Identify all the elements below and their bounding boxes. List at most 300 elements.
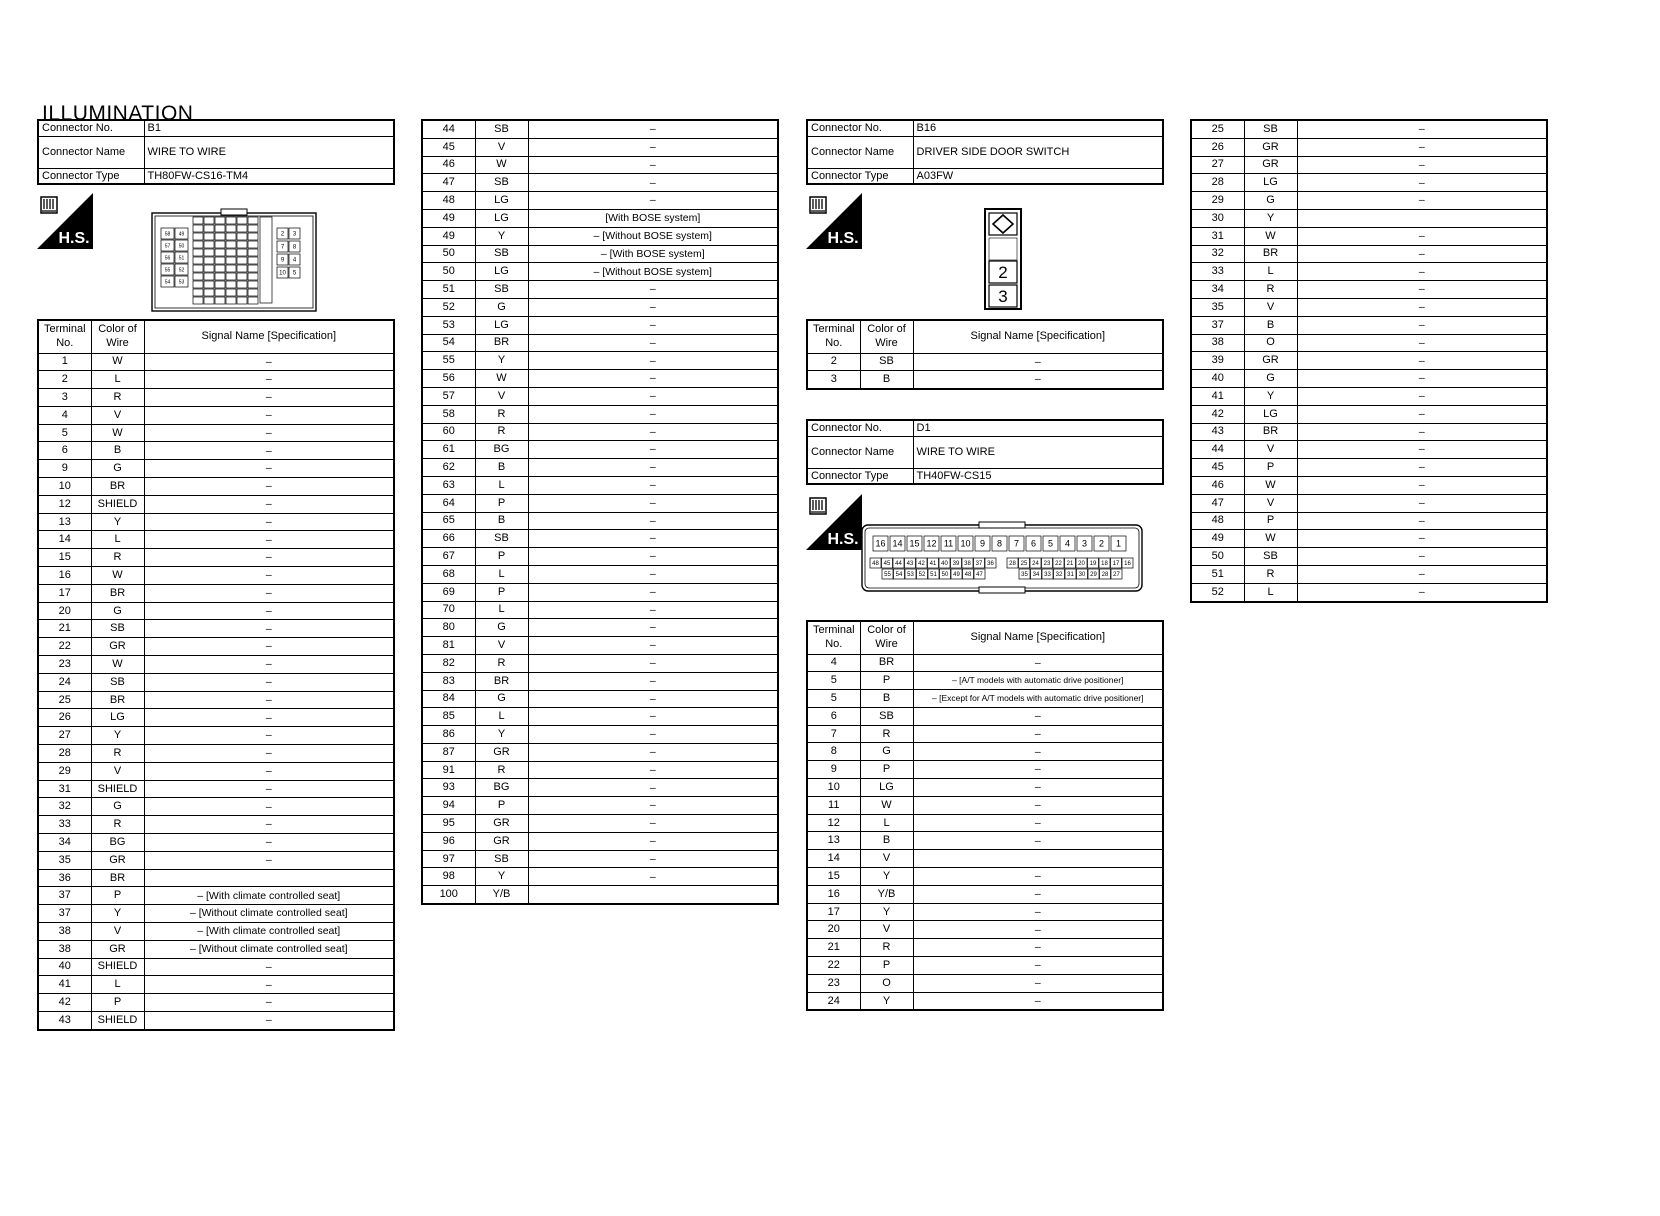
signal-name: – xyxy=(913,725,1163,743)
terminal-row xyxy=(422,548,778,566)
signal-name xyxy=(913,850,1163,868)
terminal-number: 26 xyxy=(1191,138,1244,156)
wire-color: B xyxy=(91,442,144,460)
terminal-row xyxy=(38,709,394,727)
terminal-number: 57 xyxy=(422,387,475,405)
terminal-row xyxy=(422,565,778,583)
signal-name: – xyxy=(144,691,394,709)
terminal-row xyxy=(38,495,394,513)
wire-color: B xyxy=(1244,316,1297,334)
d1-face-pin: 48 xyxy=(872,561,879,568)
terminal-number: 46 xyxy=(422,156,475,174)
signal-name: – xyxy=(1297,352,1547,370)
b1-face-pin: 51 xyxy=(178,255,185,262)
connector-type-value: A03FW xyxy=(913,168,1163,184)
terminal-row xyxy=(807,743,1163,761)
terminal-number: 27 xyxy=(1191,156,1244,174)
wire-color: B xyxy=(475,459,528,477)
signal-name: – xyxy=(1297,476,1547,494)
terminal-row xyxy=(807,939,1163,957)
signal-name: – xyxy=(144,638,394,656)
terminal-number: 55 xyxy=(422,352,475,370)
wire-color: R xyxy=(1244,565,1297,583)
signal-name: – xyxy=(144,567,394,585)
signal-name: – xyxy=(528,174,778,192)
wire-color: L xyxy=(1244,583,1297,601)
d1-face-pin: 3 xyxy=(1081,538,1088,549)
terminal-row xyxy=(422,476,778,494)
signal-name: – xyxy=(144,745,394,763)
d1-face-pin: 49 xyxy=(953,572,960,579)
terminal-row xyxy=(1191,405,1547,423)
terminal-row xyxy=(422,708,778,726)
b1-face-pin: 50 xyxy=(178,243,185,250)
terminal-row xyxy=(38,442,394,460)
signal-name: – xyxy=(144,584,394,602)
signal-name: – xyxy=(528,637,778,655)
terminal-number: 64 xyxy=(422,494,475,512)
terminal-number: 80 xyxy=(422,619,475,637)
signal-name: – xyxy=(1297,174,1547,192)
signal-name: – xyxy=(913,779,1163,797)
d1-face-pin: 25 xyxy=(1020,561,1028,568)
wire-color: R xyxy=(860,725,913,743)
terminal-row xyxy=(422,245,778,263)
terminal-number: 82 xyxy=(422,654,475,672)
signal-name: – xyxy=(1297,263,1547,281)
terminal-row xyxy=(807,974,1163,992)
terminal-number: 6 xyxy=(38,442,91,460)
signal-name: – xyxy=(528,565,778,583)
terminal-number: 5 xyxy=(807,672,860,690)
d1-face-pin: 31 xyxy=(1067,572,1074,579)
wire-color: BR xyxy=(91,584,144,602)
signal-name: – xyxy=(144,976,394,994)
terminal-row xyxy=(422,459,778,477)
terminal-row xyxy=(1191,352,1547,370)
signal-name: – xyxy=(1297,156,1547,174)
terminal-number: 70 xyxy=(422,601,475,619)
d1-face-pin: 53 xyxy=(907,572,914,579)
b1-face-pin: 54 xyxy=(164,279,171,286)
wire-color: P xyxy=(475,583,528,601)
connector-type-label: Connector Type xyxy=(807,468,913,484)
wire-color: G xyxy=(91,460,144,478)
wire-color: Y xyxy=(475,726,528,744)
d1-face-pin: 11 xyxy=(943,538,954,549)
wire-color: BR xyxy=(1244,245,1297,263)
terminal-row xyxy=(422,654,778,672)
signal-name: – xyxy=(1297,334,1547,352)
terminal-number: 37 xyxy=(1191,316,1244,334)
wire-color: SHIELD xyxy=(91,1011,144,1029)
b1-face-pin: 8 xyxy=(292,244,297,251)
terminal-number: 21 xyxy=(38,620,91,638)
terminal-row xyxy=(38,406,394,424)
terminal-number: 16 xyxy=(38,567,91,585)
wire-color: GR xyxy=(1244,138,1297,156)
b1-face-pin: 9 xyxy=(280,257,285,264)
wire-color: SB xyxy=(1244,120,1297,138)
wire-color: L xyxy=(475,476,528,494)
signal-name-header: Signal Name [Specification] xyxy=(913,320,1163,353)
terminal-row xyxy=(422,494,778,512)
signal-name: – xyxy=(144,478,394,496)
terminal-number: 95 xyxy=(422,815,475,833)
terminal-row xyxy=(38,656,394,674)
terminal-row xyxy=(422,387,778,405)
terminal-row xyxy=(422,815,778,833)
d1-face-pin: 18 xyxy=(1101,561,1108,568)
terminal-number: 2 xyxy=(38,371,91,389)
terminal-number: 20 xyxy=(38,602,91,620)
b16-pin-2: 2 xyxy=(998,263,1008,282)
wire-color: R xyxy=(475,423,528,441)
terminal-row xyxy=(38,816,394,834)
terminal-number: 67 xyxy=(422,548,475,566)
wire-color: W xyxy=(1244,476,1297,494)
d1-face-pin: 38 xyxy=(964,561,971,568)
wire-color: LG xyxy=(475,209,528,227)
terminal-row xyxy=(807,868,1163,886)
page-title: ILLUMINATION xyxy=(42,102,194,125)
terminal-number: 42 xyxy=(38,994,91,1012)
terminal-number: 17 xyxy=(807,903,860,921)
terminal-number: 25 xyxy=(1191,120,1244,138)
d1-face-pin: 14 xyxy=(892,538,903,549)
terminal-number: 26 xyxy=(38,709,91,727)
terminal-number: 40 xyxy=(1191,370,1244,388)
terminal-number: 43 xyxy=(1191,423,1244,441)
signal-name: – xyxy=(528,387,778,405)
wire-color: SB xyxy=(475,850,528,868)
signal-name: – xyxy=(144,1011,394,1029)
wire-color: Y xyxy=(475,352,528,370)
terminal-row xyxy=(38,371,394,389)
signal-name: – xyxy=(913,885,1163,903)
terminal-number: 97 xyxy=(422,850,475,868)
terminal-number: 53 xyxy=(422,316,475,334)
d1-face-pin: 19 xyxy=(1089,561,1097,568)
terminal-number: 31 xyxy=(38,780,91,798)
wire-color: G xyxy=(475,298,528,316)
signal-name: – xyxy=(913,903,1163,921)
signal-name: – xyxy=(144,460,394,478)
d1-face-pin: 22 xyxy=(1055,561,1062,568)
signal-name: – xyxy=(913,796,1163,814)
signal-name: – xyxy=(528,761,778,779)
terminal-number: 4 xyxy=(38,406,91,424)
terminal-row xyxy=(422,334,778,352)
d1-face-pin: 20 xyxy=(1078,561,1085,568)
harness-side-icon xyxy=(806,494,862,550)
signal-name-header: Signal Name [Specification] xyxy=(913,621,1163,654)
signal-name: – xyxy=(528,797,778,815)
wire-color: R xyxy=(475,761,528,779)
wire-color: V xyxy=(1244,494,1297,512)
terminal-number: 5 xyxy=(38,424,91,442)
wire-color-header: Color of Wire xyxy=(860,621,913,654)
signal-name: – xyxy=(1297,423,1547,441)
wire-color: W xyxy=(91,656,144,674)
terminal-row xyxy=(807,353,1163,371)
terminal-number: 31 xyxy=(1191,227,1244,245)
terminal-number: 44 xyxy=(422,120,475,138)
signal-name: – xyxy=(1297,298,1547,316)
wire-color: W xyxy=(1244,530,1297,548)
signal-name: – xyxy=(144,851,394,869)
terminal-row xyxy=(807,725,1163,743)
terminal-row xyxy=(1191,156,1547,174)
wire-color: SB xyxy=(475,530,528,548)
wire-color: R xyxy=(475,654,528,672)
signal-name: – xyxy=(144,673,394,691)
terminal-row xyxy=(38,834,394,852)
terminal-number: 61 xyxy=(422,441,475,459)
signal-name: – xyxy=(528,192,778,210)
terminal-row xyxy=(38,887,394,905)
wire-color: BR xyxy=(91,869,144,887)
signal-name: – xyxy=(528,156,778,174)
terminal-row xyxy=(38,513,394,531)
terminal-number: 3 xyxy=(38,389,91,407)
terminal-row xyxy=(1191,441,1547,459)
terminal-number: 34 xyxy=(38,834,91,852)
wire-color: G xyxy=(1244,370,1297,388)
terminal-number: 52 xyxy=(1191,583,1244,601)
terminal-row xyxy=(422,370,778,388)
signal-name: – xyxy=(1297,387,1547,405)
b1-face-pin: 57 xyxy=(164,243,171,250)
signal-name: – xyxy=(1297,281,1547,299)
terminal-row xyxy=(422,690,778,708)
terminal-row xyxy=(38,869,394,887)
signal-name: – xyxy=(144,495,394,513)
wire-color: Y xyxy=(475,227,528,245)
terminal-row xyxy=(38,567,394,585)
terminal-number: 93 xyxy=(422,779,475,797)
terminal-number: 86 xyxy=(422,726,475,744)
signal-name: – xyxy=(528,316,778,334)
terminal-number: 47 xyxy=(1191,494,1244,512)
terminal-number: 63 xyxy=(422,476,475,494)
connector-no-label: Connector No. xyxy=(807,120,913,136)
terminal-number: 38 xyxy=(38,940,91,958)
wire-color: R xyxy=(475,405,528,423)
connector-type-value: TH40FW-CS15 xyxy=(913,468,1163,484)
signal-name xyxy=(528,886,778,904)
terminal-row xyxy=(38,549,394,567)
terminal-number: 8 xyxy=(807,743,860,761)
signal-name: – xyxy=(1297,459,1547,477)
d1-connector-info xyxy=(806,419,1164,485)
d1-face-pin: 21 xyxy=(1066,561,1074,568)
terminal-row xyxy=(38,620,394,638)
signal-name: – xyxy=(144,442,394,460)
signal-name: – xyxy=(144,531,394,549)
terminal-number: 13 xyxy=(38,513,91,531)
terminal-number: 12 xyxy=(807,814,860,832)
signal-name: – xyxy=(528,530,778,548)
terminal-row xyxy=(1191,245,1547,263)
terminal-row xyxy=(1191,387,1547,405)
terminal-number: 51 xyxy=(1191,565,1244,583)
terminal-number: 38 xyxy=(1191,334,1244,352)
wire-color: V xyxy=(1244,441,1297,459)
terminal-number: 6 xyxy=(807,707,860,725)
d1-face-pin: 44 xyxy=(895,561,902,568)
terminal-row xyxy=(422,512,778,530)
terminal-row xyxy=(422,263,778,281)
wire-color: V xyxy=(91,923,144,941)
terminal-number: 50 xyxy=(1191,548,1244,566)
connector-no-label: Connector No. xyxy=(38,120,144,136)
wire-color: Y/B xyxy=(860,885,913,903)
terminal-number: 33 xyxy=(38,816,91,834)
signal-name: – xyxy=(1297,405,1547,423)
connector-type-label: Connector Type xyxy=(807,168,913,184)
terminal-number: 32 xyxy=(1191,245,1244,263)
signal-name: – xyxy=(1297,120,1547,138)
connector-type-value: TH80FW-CS16-TM4 xyxy=(144,168,394,184)
terminal-number: 41 xyxy=(1191,387,1244,405)
terminal-number: 60 xyxy=(422,423,475,441)
terminal-row xyxy=(1191,530,1547,548)
signal-name: – xyxy=(144,798,394,816)
terminal-row xyxy=(422,530,778,548)
wire-color: P xyxy=(91,994,144,1012)
d1-face-pin: 30 xyxy=(1078,572,1086,579)
b16-pin-3: 3 xyxy=(998,287,1008,306)
signal-name: – xyxy=(1297,227,1547,245)
terminal-row xyxy=(38,780,394,798)
d1-face-pin: 8 xyxy=(996,538,1003,549)
signal-name: – xyxy=(528,690,778,708)
wire-color: BR xyxy=(1244,423,1297,441)
terminal-row xyxy=(422,868,778,886)
hs-label: H.S. xyxy=(827,230,859,247)
terminal-number: 2 xyxy=(807,353,860,371)
terminal-row xyxy=(38,905,394,923)
terminal-number: 36 xyxy=(38,869,91,887)
wire-color: R xyxy=(860,939,913,957)
wire-color: G xyxy=(91,798,144,816)
terminal-row xyxy=(807,707,1163,725)
d1-face-pin: 29 xyxy=(1090,572,1097,579)
terminal-number: 69 xyxy=(422,583,475,601)
signal-name: – xyxy=(913,654,1163,672)
terminal-number: 15 xyxy=(38,549,91,567)
wire-color: SHIELD xyxy=(91,495,144,513)
terminal-number: 50 xyxy=(422,263,475,281)
terminal-number: 28 xyxy=(38,745,91,763)
d1-face-pin: 39 xyxy=(952,561,960,568)
terminal-row xyxy=(38,994,394,1012)
wire-color: V xyxy=(91,762,144,780)
signal-name: – xyxy=(528,298,778,316)
terminal-number: 23 xyxy=(807,974,860,992)
d1-terminal-table xyxy=(806,620,1164,1011)
signal-name: – xyxy=(913,921,1163,939)
signal-name: – xyxy=(1297,316,1547,334)
wire-color: Y xyxy=(91,727,144,745)
wire-color-header: Color of Wire xyxy=(860,320,913,353)
terminal-row xyxy=(1191,334,1547,352)
terminal-number: 37 xyxy=(38,887,91,905)
wire-color: Y xyxy=(475,868,528,886)
b16-connector-face xyxy=(984,208,1022,310)
terminal-number: 52 xyxy=(422,298,475,316)
terminal-row xyxy=(422,281,778,299)
terminal-row xyxy=(422,779,778,797)
d1-face-pin: 28 xyxy=(1009,561,1016,568)
terminal-number: 12 xyxy=(38,495,91,513)
d1-face-pin: 52 xyxy=(918,572,926,579)
terminal-number: 83 xyxy=(422,672,475,690)
wire-color: P xyxy=(860,957,913,975)
terminal-row xyxy=(422,209,778,227)
terminal-row xyxy=(38,602,394,620)
terminal-row xyxy=(1191,583,1547,601)
wire-color: V xyxy=(860,921,913,939)
wire-color: G xyxy=(475,619,528,637)
terminal-number: 81 xyxy=(422,637,475,655)
signal-name: – xyxy=(528,815,778,833)
terminal-number: 24 xyxy=(807,992,860,1010)
terminal-row xyxy=(422,637,778,655)
terminal-number: 11 xyxy=(807,796,860,814)
d1-terminal-table-continued xyxy=(1190,119,1548,603)
wire-color: P xyxy=(860,761,913,779)
signal-name: – xyxy=(528,281,778,299)
d1-face-pin: 5 xyxy=(1047,538,1054,549)
b1-face-pin: 49 xyxy=(178,231,185,238)
wire-color: P xyxy=(860,672,913,690)
terminal-row xyxy=(38,745,394,763)
signal-name: – xyxy=(913,974,1163,992)
wire-color: BR xyxy=(475,672,528,690)
signal-name: – xyxy=(528,601,778,619)
d1-face-pin: 15 xyxy=(909,538,920,549)
b16-connector-info xyxy=(806,119,1164,185)
terminal-row xyxy=(1191,316,1547,334)
terminal-row xyxy=(422,850,778,868)
terminal-number: 29 xyxy=(38,762,91,780)
signal-name: – xyxy=(528,459,778,477)
hs-label: H.S. xyxy=(827,531,859,548)
terminal-number: 28 xyxy=(1191,174,1244,192)
terminal-number: 45 xyxy=(1191,459,1244,477)
terminal-number: 45 xyxy=(422,138,475,156)
d1-face-pin: 17 xyxy=(1112,561,1120,568)
signal-name: – xyxy=(144,602,394,620)
terminal-number: 51 xyxy=(422,281,475,299)
signal-name: – xyxy=(913,832,1163,850)
wire-color: GR xyxy=(91,638,144,656)
terminal-number: 42 xyxy=(1191,405,1244,423)
signal-name: – xyxy=(528,370,778,388)
terminal-row xyxy=(1191,120,1547,138)
signal-name: – xyxy=(1297,441,1547,459)
terminal-row xyxy=(38,762,394,780)
signal-name: – xyxy=(913,707,1163,725)
terminal-row xyxy=(38,923,394,941)
terminal-number: 9 xyxy=(38,460,91,478)
signal-name: – xyxy=(913,939,1163,957)
terminal-number: 5 xyxy=(807,690,860,708)
wire-color: LG xyxy=(1244,405,1297,423)
terminal-row xyxy=(807,672,1163,690)
